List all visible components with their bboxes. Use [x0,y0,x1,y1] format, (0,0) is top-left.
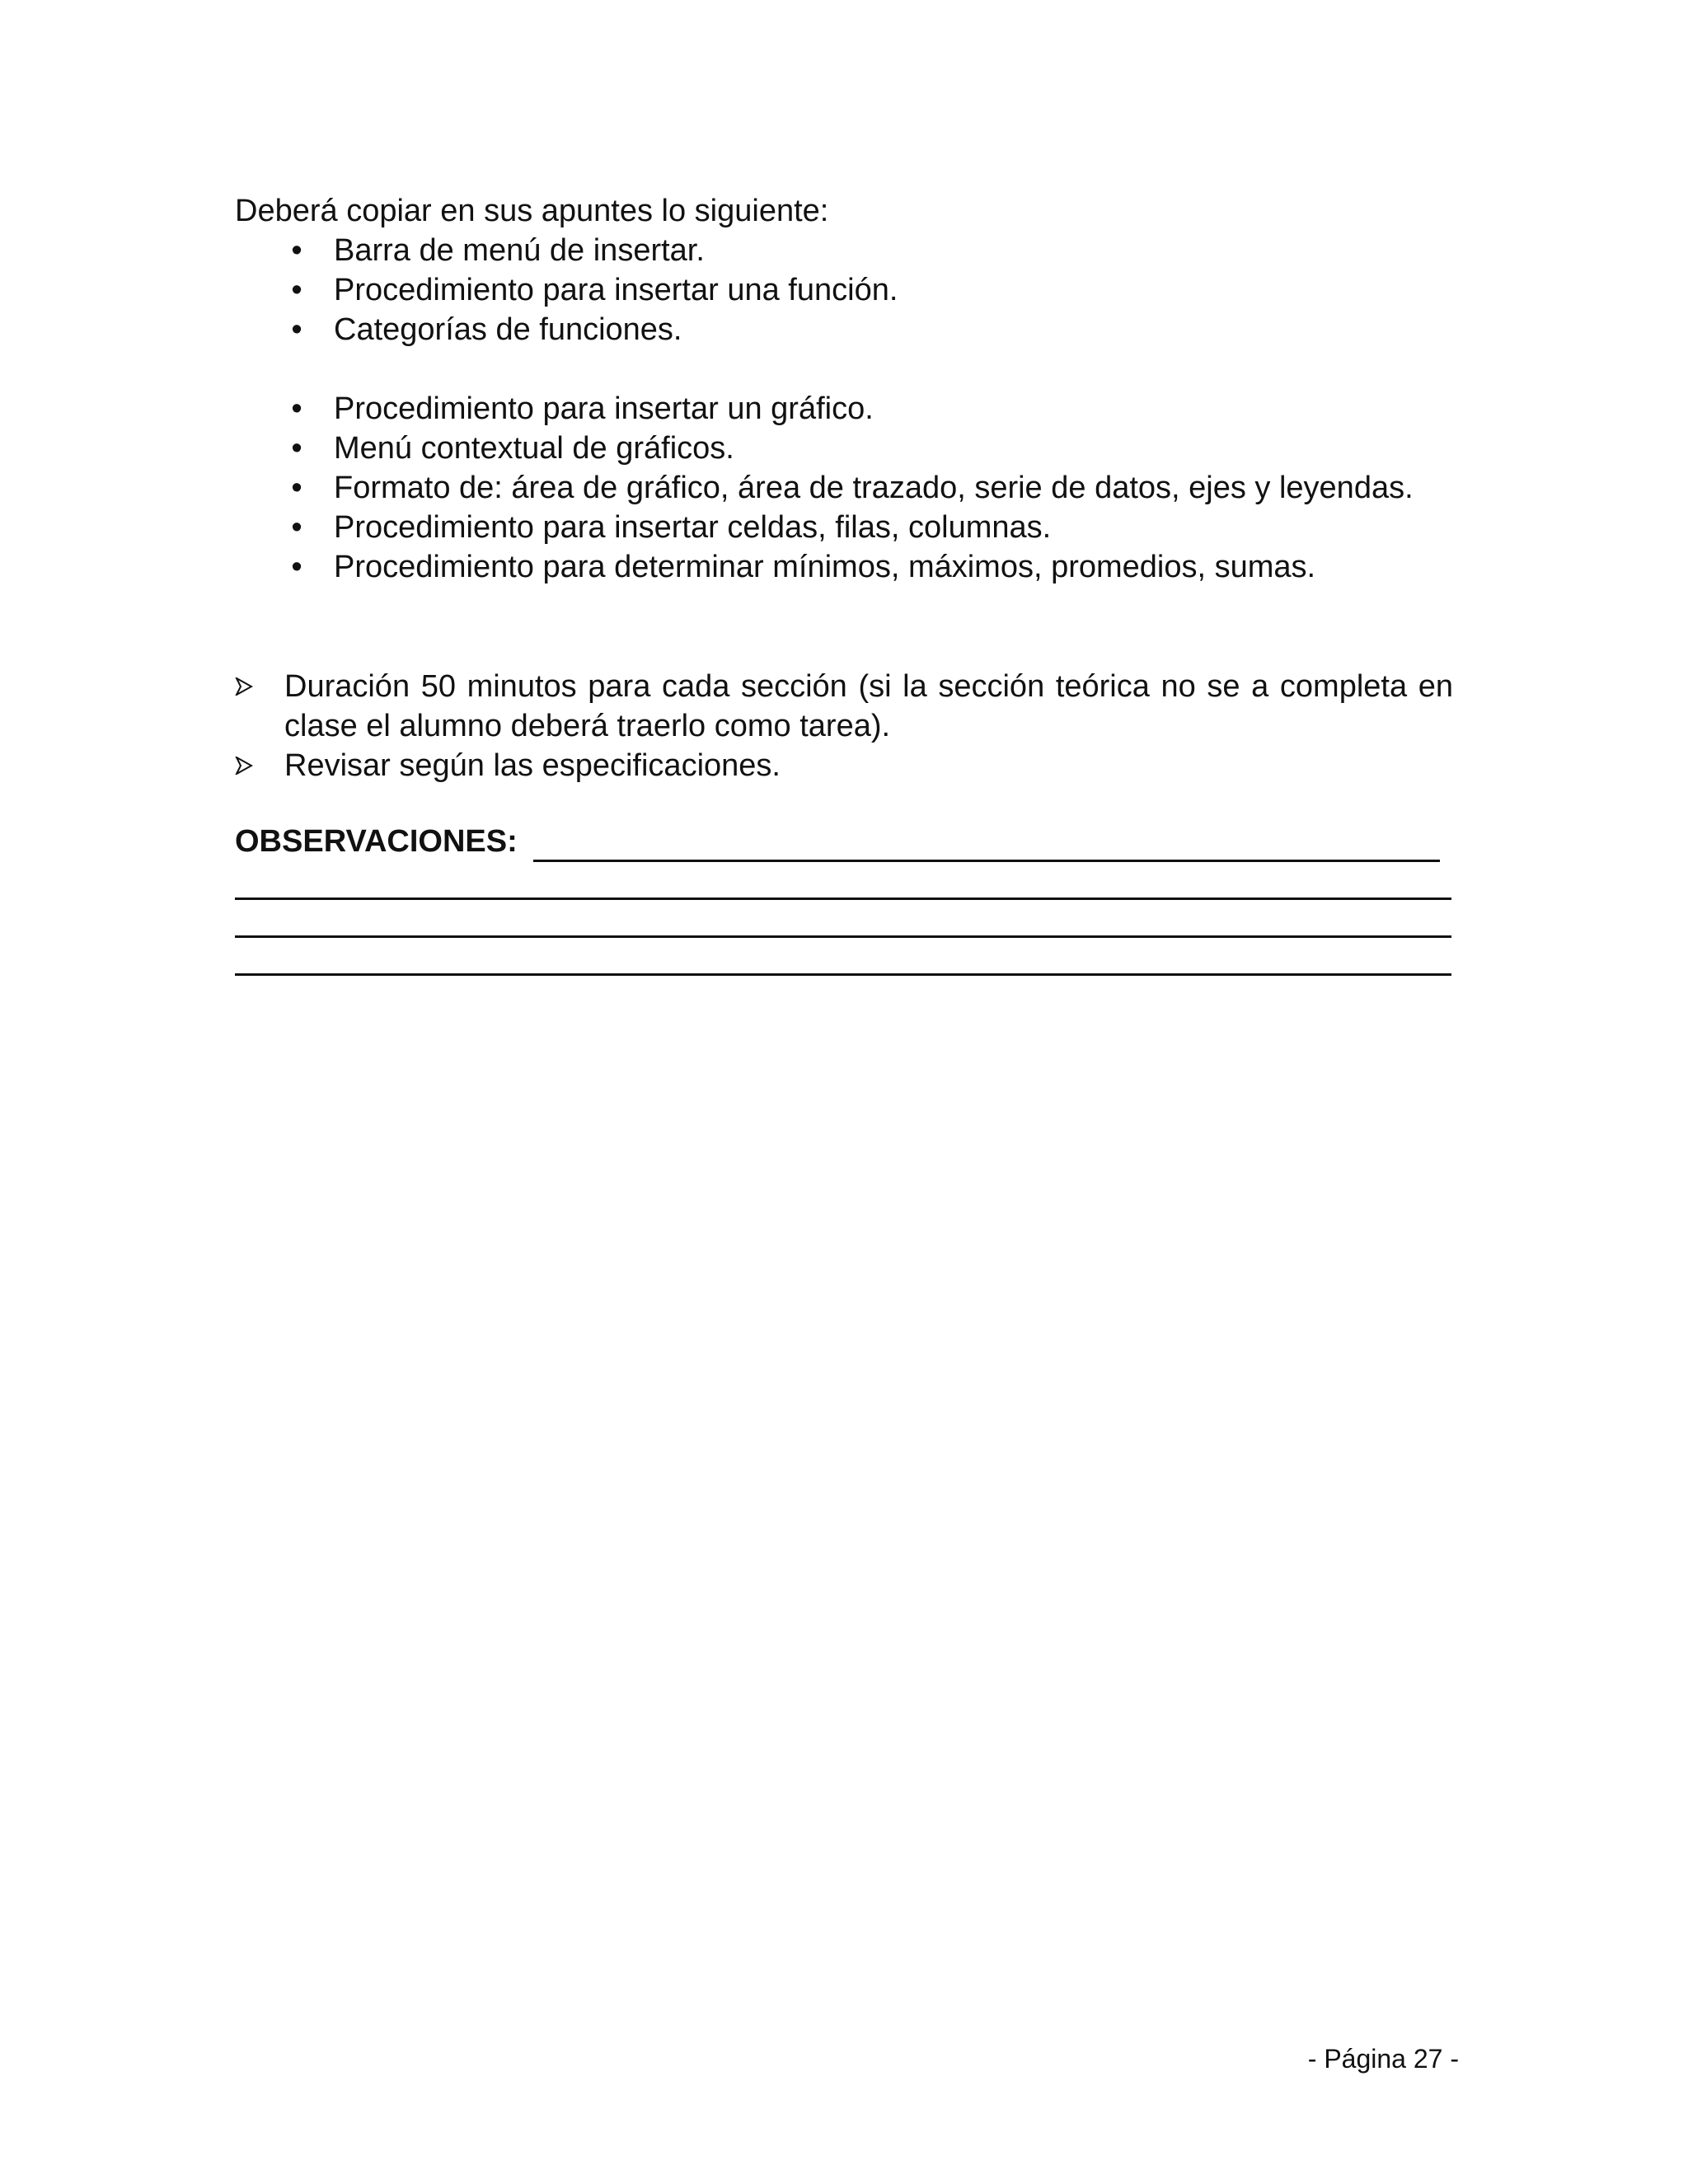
document-body [235,191,1453,1019]
round-bullet-icon: • [291,471,302,505]
list-item-text: Menú contextual de gráficos. [334,431,734,466]
list-item-text: Procedimiento para determinar mínimos, máximos, promedios, sumas. [334,550,1316,584]
list-item-text: Formato de: área de gráfico, área de trazado, serie de datos, ejes y leyendas. [334,471,1414,505]
round-bullet-icon: • [291,391,302,426]
list-item [291,389,1453,429]
observations-line [235,973,1451,976]
intro-text: Deberá copiar en sus apuntes lo siguiente: [235,194,829,228]
observations-line [533,860,1440,862]
list-item [291,310,1453,349]
list-item [291,508,1453,547]
observations-line [235,935,1451,938]
round-bullet-icon: • [291,273,302,307]
list-item-text: Barra de menú de insertar. [334,233,705,268]
round-bullet-icon: • [291,233,302,268]
observations-line [235,898,1451,900]
list-item [291,270,1453,310]
list-item-text: Duración 50 minutos para cada sección (si la sección teórica no se a completa en clase el alumno deberá traerlo como tarea). [284,669,1453,743]
bullet-list-2 [235,389,1453,587]
bullet-list-1 [235,231,1453,349]
round-bullet-icon: • [291,431,302,466]
list-item [291,231,1453,270]
round-bullet-icon: • [291,312,302,347]
list-item [284,746,1453,785]
list-item-text: Procedimiento para insertar celdas, filas, columnas. [334,510,1052,545]
list-item [291,468,1453,508]
list-item-text: Revisar según las especificaciones. [284,748,781,783]
list-item [291,547,1453,587]
observations-label: OBSERVACIONES: [235,824,518,859]
arrowhead-bullet-icon [235,677,253,696]
list-item-text: Procedimiento para insertar una función. [334,273,898,307]
page-number: - Página 27 - [1307,2044,1459,2074]
spacer [235,587,1453,667]
list-item-text: Procedimiento para insertar un gráfico. [334,391,874,426]
list-item [291,429,1453,468]
round-bullet-icon: • [291,510,302,545]
list-item-text: Categorías de funciones. [334,312,682,347]
list-item [284,667,1453,746]
spacer [235,349,1453,389]
round-bullet-icon: • [291,550,302,584]
arrowhead-bullet-icon [235,757,253,775]
arrow-list [235,667,1453,785]
observations-section [235,822,1453,1019]
